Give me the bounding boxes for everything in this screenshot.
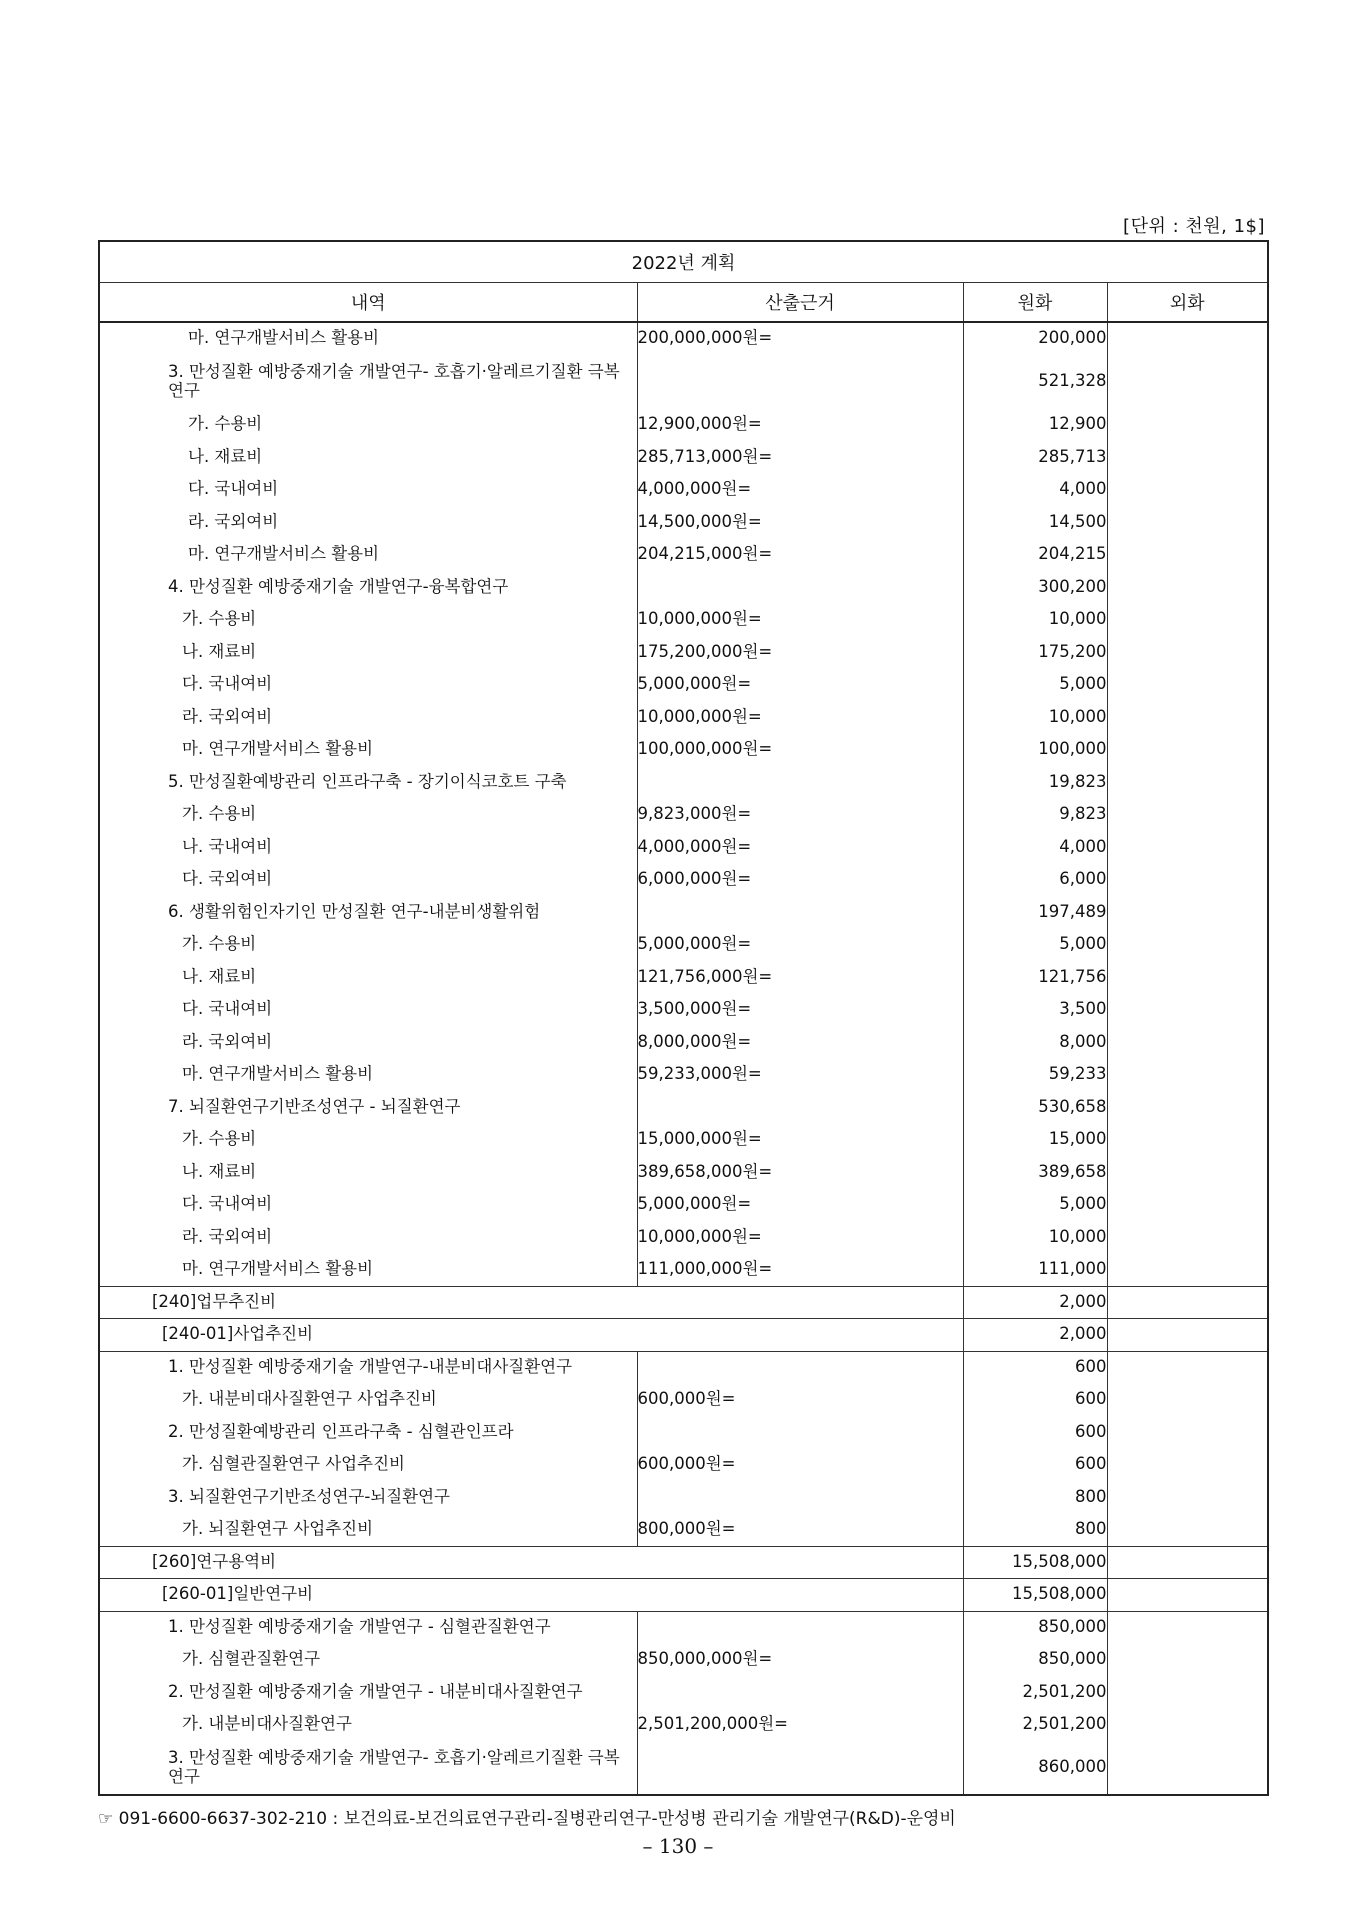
row-won-amount: 10,000 bbox=[963, 1221, 1107, 1254]
row-won-amount: 600 bbox=[963, 1449, 1107, 1482]
row-description: 가. 뇌질환연구 사업추진비 bbox=[99, 1514, 637, 1547]
row-calculation-basis bbox=[637, 355, 963, 409]
row-calculation-basis bbox=[637, 1611, 963, 1644]
row-description: 가. 내분비대사질환연구 사업추진비 bbox=[99, 1384, 637, 1417]
row-foreign-amount bbox=[1107, 1579, 1268, 1612]
row-description: 2. 만성질환 예방중재기술 개발연구 - 내분비대사질환연구 bbox=[99, 1676, 637, 1709]
row-calculation-basis: 175,200,000원= bbox=[637, 636, 963, 669]
row-calculation-basis: 4,000,000원= bbox=[637, 831, 963, 864]
row-description: 3. 만성질환 예방중재기술 개발연구- 호흡기·알레르기질환 극복 연구 bbox=[99, 1741, 637, 1795]
table-row bbox=[99, 766, 1268, 799]
row-calculation-basis: 200,000,000원= bbox=[637, 322, 963, 355]
row-won-amount: 100,000 bbox=[963, 734, 1107, 767]
row-description: 라. 국외여비 bbox=[99, 701, 637, 734]
row-foreign-amount bbox=[1107, 409, 1268, 442]
row-calculation-basis bbox=[637, 1481, 963, 1514]
row-foreign-amount bbox=[1107, 1676, 1268, 1709]
row-won-amount: 111,000 bbox=[963, 1254, 1107, 1287]
row-description: 다. 국내여비 bbox=[99, 1189, 637, 1222]
row-won-amount: 2,501,200 bbox=[963, 1709, 1107, 1742]
row-description: 가. 수용비 bbox=[99, 929, 637, 962]
row-won-amount: 121,756 bbox=[963, 961, 1107, 994]
row-foreign-amount bbox=[1107, 571, 1268, 604]
row-foreign-amount bbox=[1107, 799, 1268, 832]
row-foreign-amount bbox=[1107, 1221, 1268, 1254]
table-row bbox=[99, 571, 1268, 604]
row-won-amount: 800 bbox=[963, 1481, 1107, 1514]
table-row bbox=[99, 1124, 1268, 1157]
row-description: 3. 만성질환 예방중재기술 개발연구- 호흡기·알레르기질환 극복 연구 bbox=[99, 355, 637, 409]
row-description: 1. 만성질환 예방중재기술 개발연구-내분비대사질환연구 bbox=[99, 1351, 637, 1384]
row-won-amount: 300,200 bbox=[963, 571, 1107, 604]
row-won-amount: 285,713 bbox=[963, 441, 1107, 474]
table-row bbox=[99, 1156, 1268, 1189]
column-header-description: 내역 bbox=[99, 283, 637, 323]
row-foreign-amount bbox=[1107, 1286, 1268, 1319]
table-row bbox=[99, 1741, 1268, 1795]
row-description: 가. 수용비 bbox=[99, 409, 637, 442]
row-foreign-amount bbox=[1107, 636, 1268, 669]
row-description: 1. 만성질환 예방중재기술 개발연구 - 심혈관질환연구 bbox=[99, 1611, 637, 1644]
row-calculation-basis bbox=[637, 1741, 963, 1795]
row-calculation-basis: 111,000,000원= bbox=[637, 1254, 963, 1287]
table-row bbox=[99, 1514, 1268, 1547]
row-calculation-basis: 12,900,000원= bbox=[637, 409, 963, 442]
column-header-won: 원화 bbox=[963, 283, 1107, 323]
row-foreign-amount bbox=[1107, 1124, 1268, 1157]
row-won-amount: 197,489 bbox=[963, 896, 1107, 929]
table-row bbox=[99, 1254, 1268, 1287]
row-calculation-basis: 10,000,000원= bbox=[637, 604, 963, 637]
row-foreign-amount bbox=[1107, 669, 1268, 702]
row-calculation-basis: 389,658,000원= bbox=[637, 1156, 963, 1189]
row-won-amount: 600 bbox=[963, 1351, 1107, 1384]
row-description: 나. 재료비 bbox=[99, 441, 637, 474]
row-foreign-amount bbox=[1107, 701, 1268, 734]
row-foreign-amount bbox=[1107, 506, 1268, 539]
row-description: [260-01]일반연구비 bbox=[99, 1579, 963, 1612]
row-won-amount: 8,000 bbox=[963, 1026, 1107, 1059]
row-description: 2. 만성질환예방관리 인프라구축 - 심혈관인프라 bbox=[99, 1416, 637, 1449]
table-row bbox=[99, 1709, 1268, 1742]
row-description: 마. 연구개발서비스 활용비 bbox=[99, 1059, 637, 1092]
row-calculation-basis: 5,000,000원= bbox=[637, 929, 963, 962]
row-won-amount: 389,658 bbox=[963, 1156, 1107, 1189]
row-won-amount: 175,200 bbox=[963, 636, 1107, 669]
table-row bbox=[99, 1059, 1268, 1092]
row-description: [240]업무추진비 bbox=[99, 1286, 963, 1319]
table-row bbox=[99, 1416, 1268, 1449]
table-row bbox=[99, 961, 1268, 994]
row-foreign-amount bbox=[1107, 1156, 1268, 1189]
row-won-amount: 15,508,000 bbox=[963, 1579, 1107, 1612]
row-won-amount: 15,508,000 bbox=[963, 1546, 1107, 1579]
row-description: 다. 국내여비 bbox=[99, 669, 637, 702]
row-calculation-basis: 15,000,000원= bbox=[637, 1124, 963, 1157]
row-description: [260]연구용역비 bbox=[99, 1546, 963, 1579]
row-calculation-basis bbox=[637, 766, 963, 799]
footnote: ☞ 091-6600-6637-302-210 : 보건의료-보건의료연구관리-질병관리연구-만성병 관리기술 개발연구(R&D)-운영비 bbox=[98, 1809, 956, 1829]
row-description: 마. 연구개발서비스 활용비 bbox=[99, 1254, 637, 1287]
table-row bbox=[99, 701, 1268, 734]
row-calculation-basis: 8,000,000원= bbox=[637, 1026, 963, 1059]
row-won-amount: 2,000 bbox=[963, 1286, 1107, 1319]
column-header-basis: 산출근거 bbox=[637, 283, 963, 323]
row-description: 나. 국내여비 bbox=[99, 831, 637, 864]
table-row bbox=[99, 864, 1268, 897]
row-foreign-amount bbox=[1107, 1059, 1268, 1092]
row-calculation-basis: 204,215,000원= bbox=[637, 539, 963, 572]
row-foreign-amount bbox=[1107, 1189, 1268, 1222]
row-calculation-basis bbox=[637, 1676, 963, 1709]
row-foreign-amount bbox=[1107, 1319, 1268, 1352]
table-row bbox=[99, 929, 1268, 962]
table-row bbox=[99, 506, 1268, 539]
row-foreign-amount bbox=[1107, 1611, 1268, 1644]
table-row bbox=[99, 1644, 1268, 1677]
row-description: 가. 내분비대사질환연구 bbox=[99, 1709, 637, 1742]
row-won-amount: 5,000 bbox=[963, 669, 1107, 702]
row-description: 라. 국외여비 bbox=[99, 1026, 637, 1059]
table-row bbox=[99, 1189, 1268, 1222]
budget-table bbox=[98, 240, 1269, 1796]
table-row bbox=[99, 1351, 1268, 1384]
table-row bbox=[99, 1579, 1268, 1612]
plan-year-header: 2022년 계획 bbox=[99, 241, 1268, 283]
row-won-amount: 19,823 bbox=[963, 766, 1107, 799]
row-won-amount: 200,000 bbox=[963, 322, 1107, 355]
unit-label: [단위 : 천원, 1$] bbox=[1123, 216, 1265, 237]
row-won-amount: 15,000 bbox=[963, 1124, 1107, 1157]
row-foreign-amount bbox=[1107, 1449, 1268, 1482]
row-calculation-basis bbox=[637, 571, 963, 604]
table-row bbox=[99, 539, 1268, 572]
row-foreign-amount bbox=[1107, 604, 1268, 637]
row-won-amount: 600 bbox=[963, 1384, 1107, 1417]
row-description: 가. 수용비 bbox=[99, 1124, 637, 1157]
table-row bbox=[99, 409, 1268, 442]
table-row bbox=[99, 994, 1268, 1027]
table-row bbox=[99, 734, 1268, 767]
row-calculation-basis: 100,000,000원= bbox=[637, 734, 963, 767]
row-description: 가. 수용비 bbox=[99, 799, 637, 832]
row-description: 3. 뇌질환연구기반조성연구-뇌질환연구 bbox=[99, 1481, 637, 1514]
row-foreign-amount bbox=[1107, 1481, 1268, 1514]
row-description: 다. 국내여비 bbox=[99, 474, 637, 507]
table-row bbox=[99, 474, 1268, 507]
table-row bbox=[99, 355, 1268, 409]
row-description: 6. 생활위험인자기인 만성질환 연구-내분비생활위험 bbox=[99, 896, 637, 929]
row-description: 라. 국외여비 bbox=[99, 506, 637, 539]
row-won-amount: 800 bbox=[963, 1514, 1107, 1547]
table-row bbox=[99, 1319, 1268, 1352]
row-foreign-amount bbox=[1107, 1351, 1268, 1384]
row-won-amount: 10,000 bbox=[963, 701, 1107, 734]
row-calculation-basis: 10,000,000원= bbox=[637, 701, 963, 734]
table-row bbox=[99, 831, 1268, 864]
table-row bbox=[99, 1384, 1268, 1417]
row-won-amount: 4,000 bbox=[963, 474, 1107, 507]
row-calculation-basis: 9,823,000원= bbox=[637, 799, 963, 832]
row-won-amount: 9,823 bbox=[963, 799, 1107, 832]
row-foreign-amount bbox=[1107, 734, 1268, 767]
column-header-foreign: 외화 bbox=[1107, 283, 1268, 323]
row-calculation-basis: 3,500,000원= bbox=[637, 994, 963, 1027]
table-row bbox=[99, 441, 1268, 474]
row-foreign-amount bbox=[1107, 539, 1268, 572]
row-calculation-basis: 600,000원= bbox=[637, 1449, 963, 1482]
row-description: 나. 재료비 bbox=[99, 1156, 637, 1189]
row-description: 마. 연구개발서비스 활용비 bbox=[99, 539, 637, 572]
table-row bbox=[99, 322, 1268, 355]
row-foreign-amount bbox=[1107, 831, 1268, 864]
table-row bbox=[99, 636, 1268, 669]
row-calculation-basis: 5,000,000원= bbox=[637, 669, 963, 702]
row-calculation-basis bbox=[637, 1351, 963, 1384]
row-won-amount: 530,658 bbox=[963, 1091, 1107, 1124]
table-row bbox=[99, 1026, 1268, 1059]
page-number: – 130 – bbox=[642, 1834, 714, 1858]
table-row bbox=[99, 669, 1268, 702]
table-row bbox=[99, 799, 1268, 832]
table-row bbox=[99, 896, 1268, 929]
row-foreign-amount bbox=[1107, 766, 1268, 799]
row-foreign-amount bbox=[1107, 355, 1268, 409]
row-foreign-amount bbox=[1107, 1709, 1268, 1742]
row-foreign-amount bbox=[1107, 1741, 1268, 1795]
row-foreign-amount bbox=[1107, 322, 1268, 355]
row-foreign-amount bbox=[1107, 1416, 1268, 1449]
row-calculation-basis: 59,233,000원= bbox=[637, 1059, 963, 1092]
row-foreign-amount bbox=[1107, 864, 1268, 897]
row-won-amount: 3,500 bbox=[963, 994, 1107, 1027]
row-calculation-basis: 10,000,000원= bbox=[637, 1221, 963, 1254]
row-foreign-amount bbox=[1107, 474, 1268, 507]
row-won-amount: 5,000 bbox=[963, 1189, 1107, 1222]
row-calculation-basis bbox=[637, 1416, 963, 1449]
row-won-amount: 59,233 bbox=[963, 1059, 1107, 1092]
row-foreign-amount bbox=[1107, 929, 1268, 962]
table-row bbox=[99, 1611, 1268, 1644]
table-row bbox=[99, 1481, 1268, 1514]
table-row bbox=[99, 1286, 1268, 1319]
row-calculation-basis: 600,000원= bbox=[637, 1384, 963, 1417]
row-description: 나. 재료비 bbox=[99, 636, 637, 669]
row-calculation-basis bbox=[637, 896, 963, 929]
row-won-amount: 14,500 bbox=[963, 506, 1107, 539]
table-row bbox=[99, 1091, 1268, 1124]
row-won-amount: 12,900 bbox=[963, 409, 1107, 442]
row-won-amount: 204,215 bbox=[963, 539, 1107, 572]
table-row bbox=[99, 1449, 1268, 1482]
row-description: 5. 만성질환예방관리 인프라구축 - 장기이식코호트 구축 bbox=[99, 766, 637, 799]
table-body bbox=[99, 322, 1268, 1795]
row-description: 가. 수용비 bbox=[99, 604, 637, 637]
row-description: 마. 연구개발서비스 활용비 bbox=[99, 734, 637, 767]
row-foreign-amount bbox=[1107, 1644, 1268, 1677]
row-won-amount: 600 bbox=[963, 1416, 1107, 1449]
row-foreign-amount bbox=[1107, 1026, 1268, 1059]
row-won-amount: 2,000 bbox=[963, 1319, 1107, 1352]
row-description: 4. 만성질환 예방중재기술 개발연구-융복합연구 bbox=[99, 571, 637, 604]
row-won-amount: 521,328 bbox=[963, 355, 1107, 409]
row-calculation-basis: 14,500,000원= bbox=[637, 506, 963, 539]
row-description: 다. 국외여비 bbox=[99, 864, 637, 897]
row-foreign-amount bbox=[1107, 896, 1268, 929]
row-description: 라. 국외여비 bbox=[99, 1221, 637, 1254]
row-foreign-amount bbox=[1107, 441, 1268, 474]
row-foreign-amount bbox=[1107, 1546, 1268, 1579]
row-calculation-basis: 5,000,000원= bbox=[637, 1189, 963, 1222]
row-won-amount: 860,000 bbox=[963, 1741, 1107, 1795]
table-row bbox=[99, 604, 1268, 637]
row-won-amount: 10,000 bbox=[963, 604, 1107, 637]
row-description: 나. 재료비 bbox=[99, 961, 637, 994]
row-foreign-amount bbox=[1107, 1514, 1268, 1547]
row-description: 다. 국내여비 bbox=[99, 994, 637, 1027]
table-row bbox=[99, 1546, 1268, 1579]
table-row bbox=[99, 1676, 1268, 1709]
row-description: [240-01]사업추진비 bbox=[99, 1319, 963, 1352]
row-won-amount: 4,000 bbox=[963, 831, 1107, 864]
row-calculation-basis: 6,000,000원= bbox=[637, 864, 963, 897]
row-foreign-amount bbox=[1107, 994, 1268, 1027]
row-description: 마. 연구개발서비스 활용비 bbox=[99, 322, 637, 355]
row-foreign-amount bbox=[1107, 961, 1268, 994]
row-foreign-amount bbox=[1107, 1384, 1268, 1417]
row-won-amount: 850,000 bbox=[963, 1611, 1107, 1644]
row-won-amount: 2,501,200 bbox=[963, 1676, 1107, 1709]
row-description: 7. 뇌질환연구기반조성연구 - 뇌질환연구 bbox=[99, 1091, 637, 1124]
row-calculation-basis: 121,756,000원= bbox=[637, 961, 963, 994]
row-calculation-basis: 2,501,200,000원= bbox=[637, 1709, 963, 1742]
row-foreign-amount bbox=[1107, 1254, 1268, 1287]
row-calculation-basis: 850,000,000원= bbox=[637, 1644, 963, 1677]
row-description: 가. 심혈관질환연구 bbox=[99, 1644, 637, 1677]
row-calculation-basis: 800,000원= bbox=[637, 1514, 963, 1547]
row-calculation-basis: 285,713,000원= bbox=[637, 441, 963, 474]
table-row bbox=[99, 1221, 1268, 1254]
row-calculation-basis: 4,000,000원= bbox=[637, 474, 963, 507]
row-foreign-amount bbox=[1107, 1091, 1268, 1124]
row-description: 가. 심혈관질환연구 사업추진비 bbox=[99, 1449, 637, 1482]
row-won-amount: 5,000 bbox=[963, 929, 1107, 962]
row-calculation-basis bbox=[637, 1091, 963, 1124]
row-won-amount: 850,000 bbox=[963, 1644, 1107, 1677]
row-won-amount: 6,000 bbox=[963, 864, 1107, 897]
